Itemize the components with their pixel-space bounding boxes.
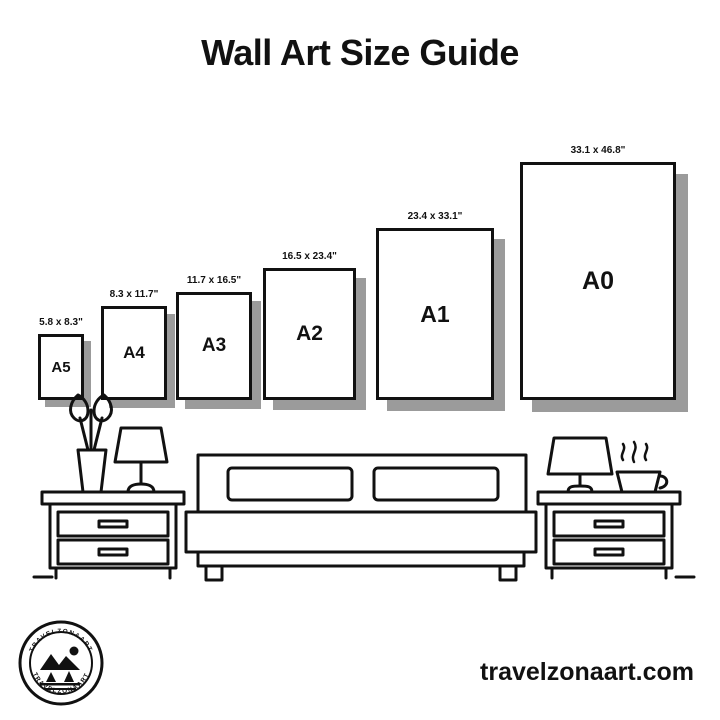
frame-dimensions-a0: 33.1 x 46.8" xyxy=(570,145,626,156)
left-nightstand xyxy=(42,492,184,578)
travelzonaart-logo xyxy=(18,620,104,706)
left-table-lamp xyxy=(115,428,167,492)
frame-box-a0[interactable] xyxy=(520,162,676,400)
frame-size-comparison xyxy=(0,110,720,400)
frame-dimensions-a1: 23.4 x 33.1" xyxy=(407,211,463,222)
right-nightstand xyxy=(538,492,680,578)
bedroom-illustration xyxy=(0,380,720,610)
frame-label-a4: A4 xyxy=(123,343,145,362)
bed xyxy=(186,455,536,580)
frame-dimensions-a5: 5.8 x 8.3" xyxy=(39,317,83,328)
coffee-cup xyxy=(617,442,667,492)
logo-top-text: TRAVELZONAART xyxy=(28,627,94,654)
logo-bottom-text: TRAVELZONAART xyxy=(31,671,91,696)
frame-box-a1[interactable] xyxy=(376,228,494,400)
frame-label-a1: A1 xyxy=(420,300,450,327)
frame-dimensions-a3: 11.7 x 16.5" xyxy=(186,275,242,286)
frame-group-a1[interactable] xyxy=(376,211,494,400)
page-title: Wall Art Size Guide xyxy=(201,32,519,73)
frame-label-a2: A2 xyxy=(296,322,323,345)
frame-group-a0[interactable] xyxy=(520,145,676,400)
frame-label-a0: A0 xyxy=(582,266,614,295)
right-table-lamp xyxy=(548,438,612,492)
flower-vase xyxy=(71,395,112,492)
frame-label-a5: A5 xyxy=(51,358,71,376)
frame-label-a3: A3 xyxy=(201,335,227,356)
frame-dimensions-a4: 8.3 x 11.7" xyxy=(109,289,159,300)
website-url[interactable]: travelzonaart.com xyxy=(480,658,694,686)
svg-text:TRAVELZONAART xyxy=(28,628,93,653)
frame-dimensions-a2: 16.5 x 23.4" xyxy=(282,251,337,262)
